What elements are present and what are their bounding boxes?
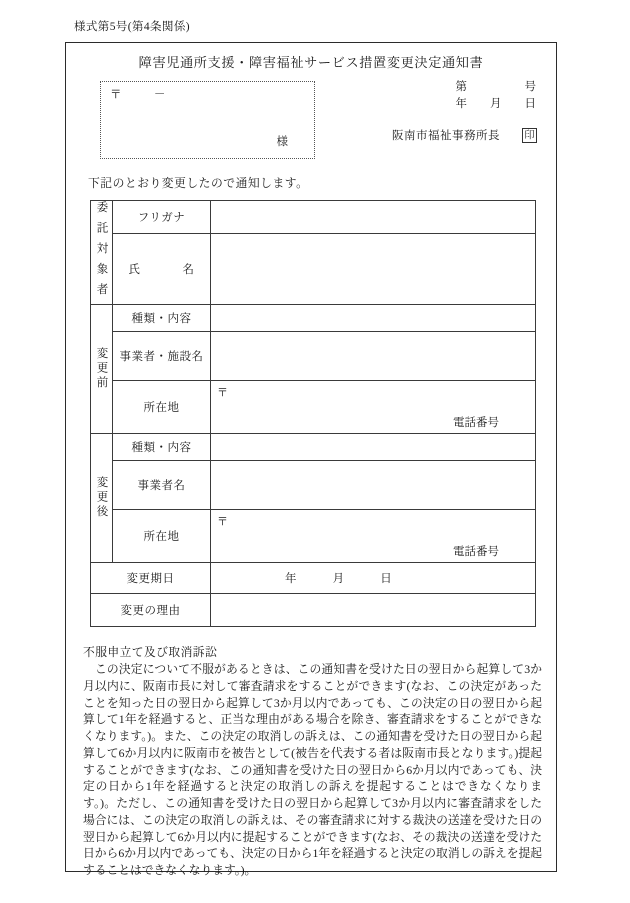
value-change-reason[interactable] (211, 593, 536, 626)
value-type-before[interactable] (211, 304, 536, 331)
label-provider-after: 事業者名 (113, 460, 211, 509)
value-change-date[interactable] (211, 562, 536, 593)
label-address-after: 所在地 (113, 509, 211, 562)
postal-code-icon: 〒 (217, 515, 228, 528)
issuer-name: 阪南市福祉事務所長 (392, 130, 500, 142)
addressee-box (100, 81, 315, 159)
appeal-notice-heading: 不服申立て及び取消訴訟 (83, 645, 218, 659)
table-row (91, 380, 536, 433)
change-date-placeholder: 年 月 日 (285, 572, 393, 585)
label-change-reason: 変更の理由 (91, 593, 211, 626)
postal-code-dash: － (153, 89, 166, 101)
value-type-after[interactable] (211, 433, 536, 460)
value-furigana[interactable] (211, 201, 536, 234)
table-row (91, 460, 536, 509)
table-row (91, 234, 536, 304)
table-row (91, 201, 536, 234)
label-type-before: 種類・内容 (113, 304, 211, 331)
form-number: 様式第5号(第4条関係) (74, 21, 190, 33)
postal-code-icon: 〒 (110, 89, 122, 101)
issuer-row (392, 127, 537, 143)
label-change-date: 変更期日 (91, 562, 211, 593)
document-number-line: 第 号 (455, 81, 536, 93)
value-provider-before[interactable] (211, 331, 536, 380)
label-name (113, 234, 211, 304)
label-name-second: 名 (182, 263, 195, 276)
seal-stamp-icon: 印 (522, 128, 537, 143)
document-title: 障害児通所支援・障害福祉サービス措置変更決定通知書 (138, 55, 484, 70)
document-date-line: 年 月 日 (455, 97, 536, 110)
value-address-after[interactable] (211, 509, 536, 562)
appeal-notice-body: この決定について不服があるときは、この通知書を受けた日の翌日から起算して3か月以内に、阪南市長に対して審査請求をすることができます(なお、この決定があったことを知った日の翌日から起算して3か月以内であっても、この決定の日の翌日から起算して1年を経過すると、正当な理由がある場合を除き、審査請求をすることができなくなります。)。また、この決定の取消しの訴えは、この通知書を受けた日の翌日から起算して6か月以内に阪南市を被告として(被告を代表する者は阪南市長となります。)提起することができます(なお、この通知書を受けた日の翌日から6か月以内であっても、決定の日から1年を経過すると決定の取消しの訴えを提起することはできなくなります。)。ただし、この通知書を受けた日の翌日から起算して3か月以内に審査請求をした場合には、この決定の取消しの訴えは、その審査請求に対する裁決の送達を受けた日の翌日から起算して6か月以内に提起することができます(なお、その裁決の送達を受けた日から6か月以内であっても、決定の日から1年を経過すると決定の取消しの訴えを提起することはできなくなります。)。 (83, 662, 542, 877)
value-address-before[interactable] (211, 380, 536, 433)
table-row (91, 509, 536, 562)
group-label-before-change: 変更前 (91, 304, 113, 433)
label-furigana: フリガナ (113, 201, 211, 234)
label-telephone-before: 電話番号 (453, 416, 499, 429)
group-label-target-person: 委託対象者 (91, 201, 113, 305)
notice-sentence: 下記のとおり変更したので通知します。 (88, 176, 309, 190)
label-name-first: 氏 (128, 263, 141, 276)
table-row (91, 562, 536, 593)
document-meta (456, 79, 537, 112)
label-address-before: 所在地 (113, 380, 211, 433)
label-type-after: 種類・内容 (113, 433, 211, 460)
postal-code-icon: 〒 (217, 386, 228, 399)
table-row (91, 304, 536, 331)
label-provider-before: 事業者・施設名 (113, 331, 211, 380)
addressee-postal-row (110, 86, 166, 102)
addressee-honorific: 様 (276, 136, 288, 148)
appeal-notice-section (83, 643, 542, 879)
group-label-after-change: 変更後 (91, 433, 113, 562)
value-name[interactable] (211, 234, 536, 304)
value-provider-after[interactable] (211, 460, 536, 509)
table-row (91, 331, 536, 380)
label-telephone-after: 電話番号 (453, 545, 499, 558)
table-row (91, 593, 536, 626)
table-row (91, 433, 536, 460)
page-frame (65, 42, 557, 877)
change-details-table (90, 200, 536, 627)
